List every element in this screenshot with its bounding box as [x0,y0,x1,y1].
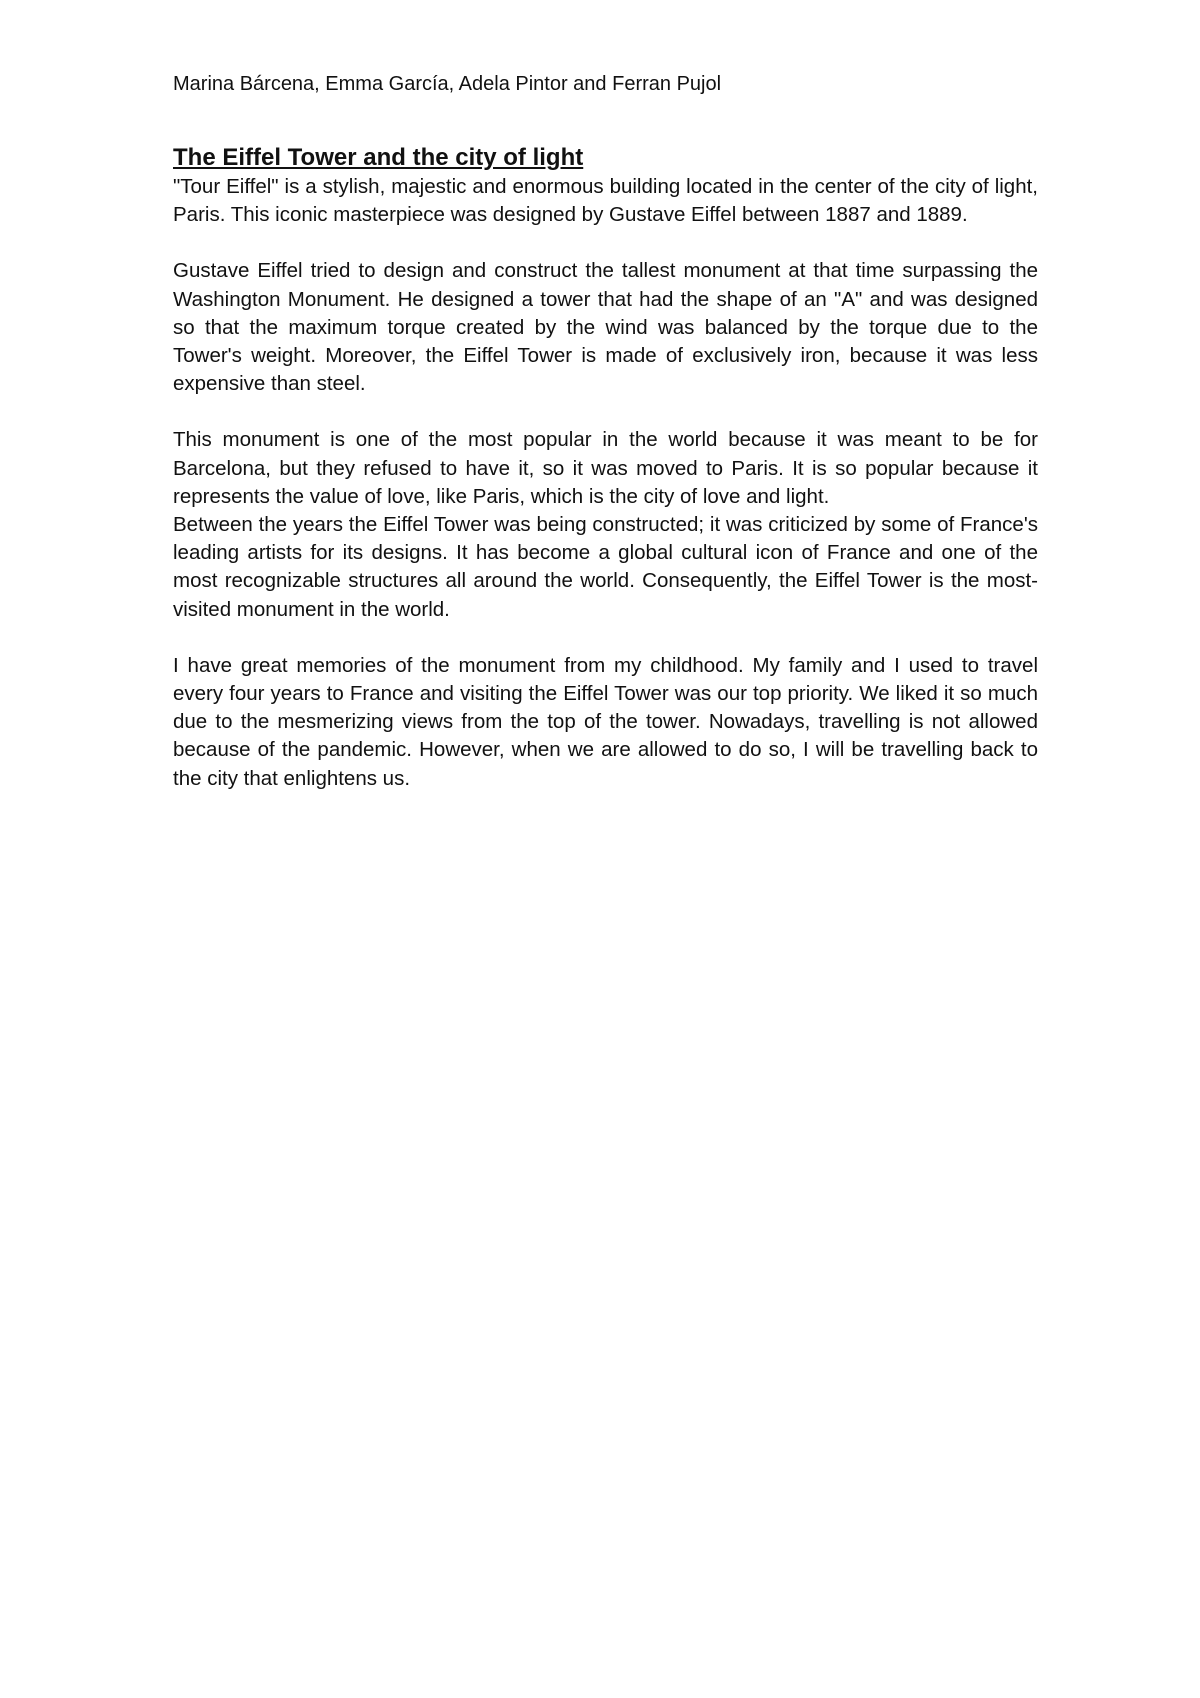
document-title: The Eiffel Tower and the city of light [173,144,584,171]
paragraph-design: Gustave Eiffel tried to design and construct the tallest monument at that time surpassing the Washington Monument. He designed a tower that had the shape of an "A" and was designed so that the maximum torque created by the wind was balanced by the torque due to the Tower's weight. Moreover, the Eiffel Tower is made of exclusively iron, because it was less expensive than steel. [173,259,1038,396]
paragraph-spacer [173,398,1038,426]
paragraph-spacer [173,229,1038,257]
paragraph-popularity: This monument is one of the most popular in the world because it was meant to be for Barcelona, but they refused to have it, so it was moved to Paris. It is so popular because it represents the value of love, like Paris, which is the city of love and light. [173,428,1038,508]
author-line: Marina Bárcena, Emma García, Adela Pintor and Ferran Pujol [173,73,722,95]
paragraph-memories: I have great memories of the monument from my childhood. My family and I used to travel every four years to France and visiting the Eiffel Tower was our top priority. We liked it so much due to the mesmerizing views from the top of the tower. Nowadays, travelling is not allowed because of the pandemic. However, when we are allowed to do so, I will be travelling back to the city that enlightens us. [173,653,1038,790]
paragraph-criticism: Between the years the Eiffel Tower was being constructed; it was criticized by some of France's leading artists for its designs. It has become a global cultural icon of France and one of the most recognizable structures all around the world. Consequently, the Eiffel Tower is the most-visited monument in the world. [173,513,1038,621]
paragraph-intro: "Tour Eiffel" is a stylish, majestic and enormous building located in the center of the city of light, Paris. This iconic masterpiece was designed by Gustave Eiffel between 1887 and 1889. [173,175,1038,227]
document-body [173,143,1038,793]
paragraph-spacer [173,624,1038,652]
